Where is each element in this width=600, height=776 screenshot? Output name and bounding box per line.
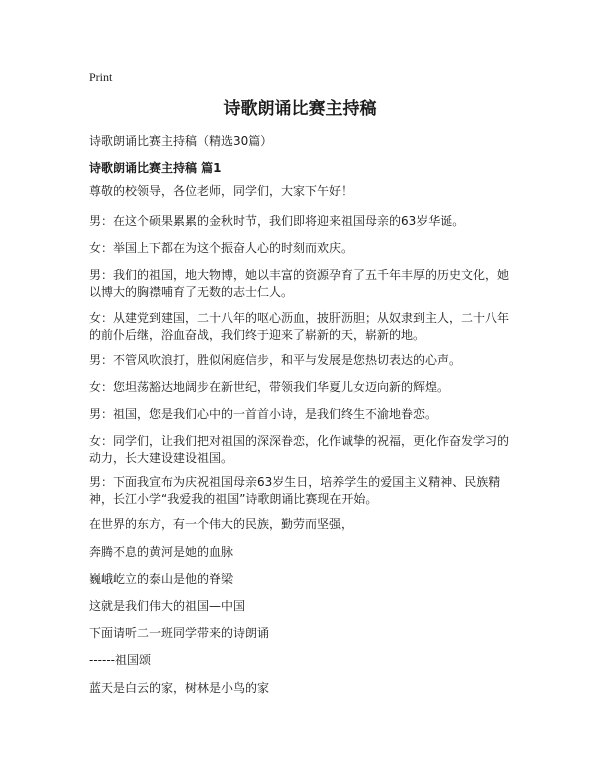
paragraph: 男：不管风吹浪打，胜似闲庭信步，和平与发展是您热切表达的心声。 bbox=[89, 353, 462, 367]
paragraph: 男：我们的祖国，地大物博，她以丰富的资源孕育了五千年丰厚的历史文化，她以博大的胸襟哺育了无数的志士仁人。 bbox=[89, 268, 510, 299]
poem-line: 巍峨屹立的泰山是他的脊梁 bbox=[89, 572, 234, 586]
poem-line: 这就是我们伟大的祖国—中国 bbox=[89, 599, 246, 613]
paragraph-greeting: 尊敬的校领导，各位老师，同学们，大家下午好！ bbox=[89, 184, 354, 198]
poem-line: 蓝天是白云的家，树林是小鸟的家 bbox=[89, 681, 270, 695]
paragraph: 女：从建党到建国，二十八年的呕心沥血，披肝沥胆；从奴隶到主人，二十八年的前仆后继，浴血奋战，我们终于迎来了崭新的天，崭新的地。 bbox=[89, 311, 510, 342]
poem-line: 奔腾不息的黄河是她的血脉 bbox=[89, 545, 234, 559]
poem-line: 下面请听二一班同学带来的诗朗诵 bbox=[89, 626, 270, 640]
document-subtitle: 诗歌朗诵比赛主持稿（精选30篇） bbox=[89, 134, 273, 148]
document-title: 诗歌朗诵比赛主持稿 bbox=[223, 99, 377, 119]
poem-title: ------祖国颂 bbox=[89, 653, 151, 667]
paragraph: 女：举国上下都在为这个振奋人心的时刻而欢庆。 bbox=[89, 241, 354, 255]
poem-line: 在世界的东方，有一个伟大的民族，勤劳而坚强， bbox=[89, 517, 354, 531]
print-link[interactable]: Print bbox=[89, 70, 113, 84]
paragraph: 女：您坦荡豁达地阔步在新世纪，带领我们华夏儿女迈向新的辉煌。 bbox=[89, 380, 450, 394]
paragraph: 女：同学们，让我们把对祖国的深深眷恋，化作诚挚的祝福，更化作奋发学习的动力，长大建设建设祖国。 bbox=[89, 434, 510, 465]
section-heading: 诗歌朗诵比赛主持稿 篇1 bbox=[89, 161, 222, 175]
paragraph: 男：祖国，您是我们心中的一首首小诗，是我们终生不渝地眷恋。 bbox=[89, 407, 438, 421]
paragraph: 男：下面我宣布为庆祝祖国母亲63岁生日，培养学生的爱国主义精神、民族精神，长江小学“我爱我的祖国”诗歌朗诵比赛现在开始。 bbox=[89, 475, 501, 506]
paragraph: 男：在这个硕果累累的金秋时节，我们即将迎来祖国母亲的63岁华诞。 bbox=[89, 214, 465, 228]
